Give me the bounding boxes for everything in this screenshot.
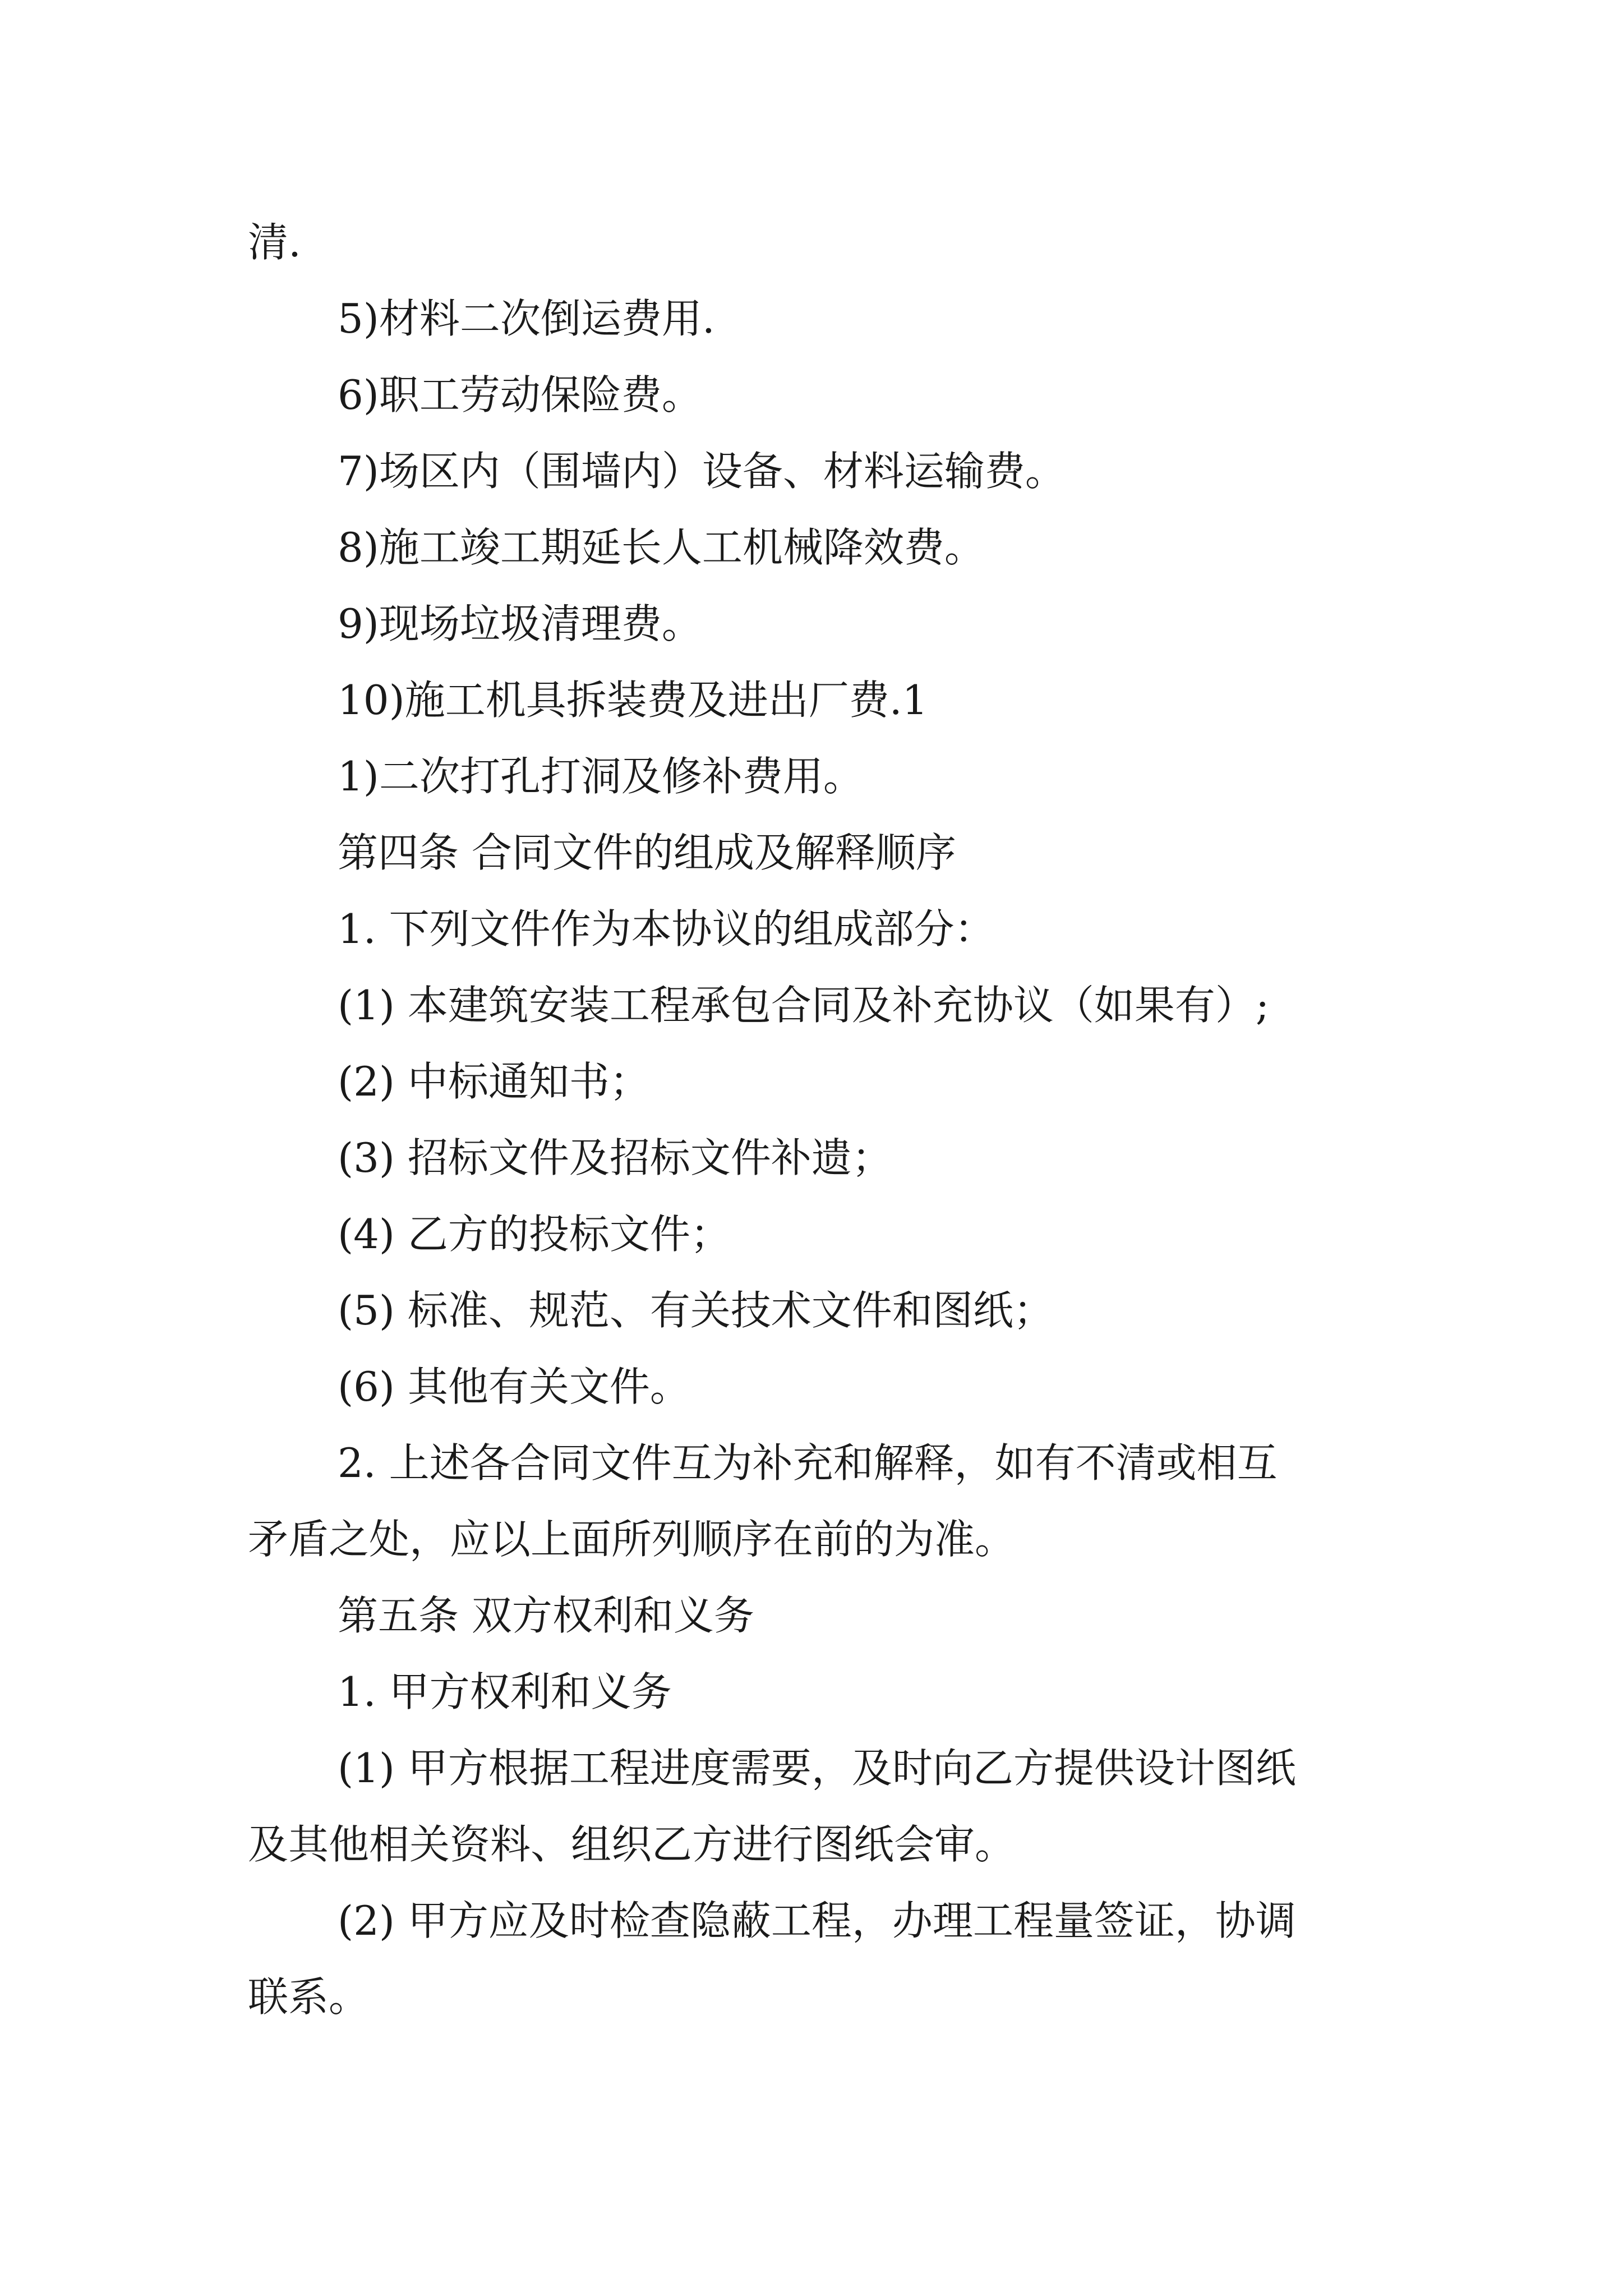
text-line: (1) 甲方根据工程进度需要，及时向乙方提供设计图纸 <box>338 1745 1296 1792</box>
text-line: 清. <box>248 219 301 266</box>
text-line: 9)现场垃圾清理费。 <box>338 600 702 647</box>
list-item: (2) 中标通知书； <box>338 1058 650 1105</box>
section-heading: 第四条 合同文件的组成及解释顺序 <box>338 829 956 876</box>
list-item: (5) 标准、规范、有关技术文件和图纸； <box>338 1287 1054 1334</box>
text-line: 8)施工竣工期延长人工机械降效费。 <box>338 524 985 571</box>
text-line: 5)材料二次倒运费用. <box>338 295 715 342</box>
text-line: 1. 甲方权利和义务 <box>338 1668 672 1715</box>
text-line: 2. 上述各合同文件互为补充和解释，如有不清或相互 <box>338 1439 1278 1487</box>
text-line: (2) 甲方应及时检查隐蔽工程，办理工程量签证，协调 <box>338 1897 1296 1944</box>
text-line: 1. 下列文件作为本协议的组成部分： <box>338 905 995 953</box>
text-line: 7)场区内（围墙内）设备、材料运输费。 <box>338 448 1066 495</box>
text-line: 10)施工机具拆装费及进出厂费.1 <box>338 677 928 724</box>
text-line: 1)二次打孔打洞及修补费用。 <box>338 753 864 800</box>
list-item: (4) 乙方的投标文件； <box>338 1211 731 1258</box>
text-line: 矛盾之处，应以上面所列顺序在前的为准。 <box>248 1516 1016 1563</box>
list-item: (6) 其他有关文件。 <box>338 1363 690 1410</box>
text-line: 6)职工劳动保险费。 <box>338 371 702 418</box>
section-heading: 第五条 双方权利和义务 <box>338 1592 754 1639</box>
text-line: 及其他相关资料、组织乙方进行图纸会审。 <box>248 1821 1016 1868</box>
list-item: (1) 本建筑安装工程承包合同及补充协议（如果有）; <box>338 982 1270 1029</box>
text-line: 联系。 <box>248 1973 370 2021</box>
list-item: (3) 招标文件及招标文件补遗； <box>338 1134 892 1181</box>
